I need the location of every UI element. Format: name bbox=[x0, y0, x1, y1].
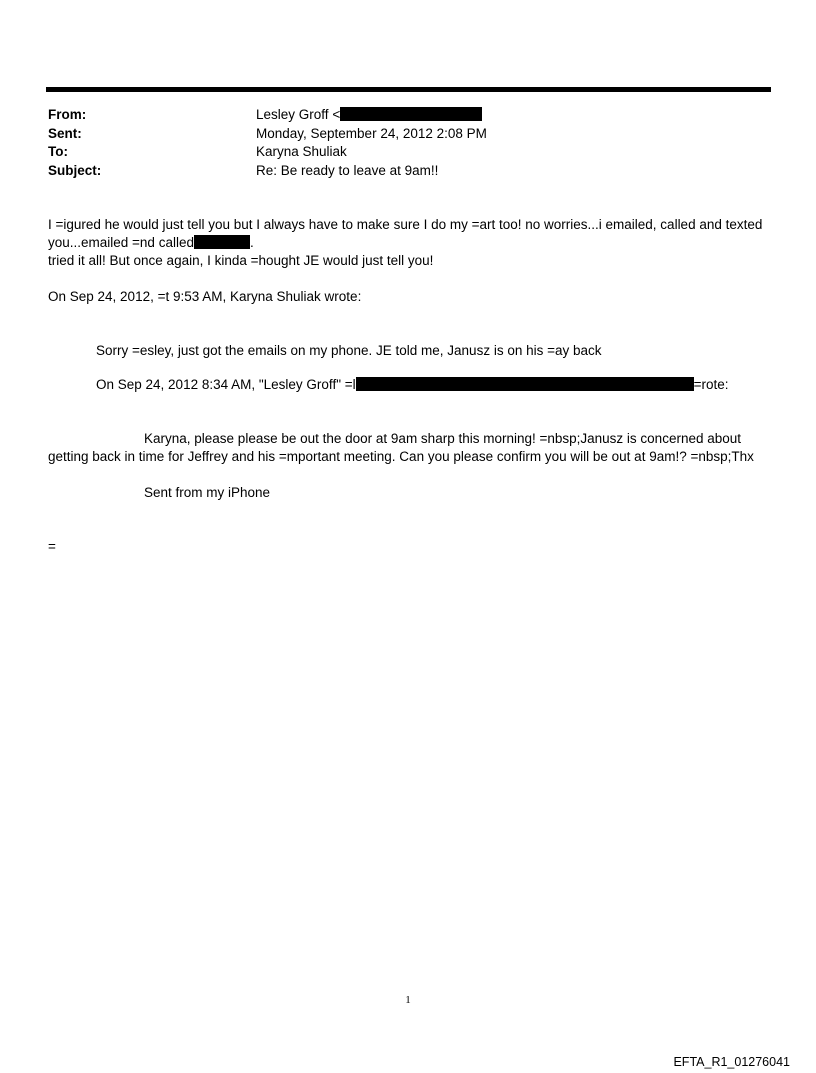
from-label: From: bbox=[48, 107, 87, 122]
from-bracket: < bbox=[332, 107, 341, 122]
from-name: Lesley Groff bbox=[256, 107, 329, 122]
header-rule bbox=[46, 87, 771, 92]
subject-label: Subject: bbox=[48, 162, 102, 178]
body-text: you...emailed =nd called bbox=[48, 235, 194, 250]
body-text: On Sep 24, 2012 8:34 AM, "Lesley Groff" =l bbox=[96, 377, 356, 392]
body-line: = bbox=[48, 539, 56, 554]
quoted-line: getting back in time for Jeffrey and his =mportant meeting. Can you please confirm you will be out at 9am!? =nbsp;Thx bbox=[48, 449, 754, 464]
body-text: =rote: bbox=[693, 377, 729, 392]
body-line bbox=[48, 234, 254, 252]
quoted-line: Sorry =esley, just got the emails on my phone. JE told me, Janusz is on his =ay back bbox=[96, 343, 602, 358]
document-id: EFTA_R1_01276041 bbox=[673, 1055, 790, 1069]
quote-attribution: On Sep 24, 2012, =t 9:53 AM, Karyna Shuliak wrote: bbox=[48, 289, 362, 304]
quote-attribution bbox=[96, 376, 729, 394]
to-label: To: bbox=[48, 144, 68, 159]
body-line: tried it all! But once again, I kinda =hought JE would just tell you! bbox=[48, 253, 434, 268]
redaction-block bbox=[194, 235, 250, 249]
sent-label: Sent: bbox=[48, 125, 82, 141]
body-line: I =igured he would just tell you but I always have to make sure I do my =art too! no worries...i emailed, called and texted bbox=[48, 217, 763, 232]
body-text: . bbox=[249, 235, 254, 250]
to-value: Karyna Shuliak bbox=[256, 144, 347, 159]
signature-line: Sent from my iPhone bbox=[144, 485, 271, 500]
page-number: 1 bbox=[405, 994, 411, 1006]
quoted-line: Karyna, please please be out the door at 9am sharp this morning! =nbsp;Janusz is concerned about bbox=[144, 431, 741, 446]
from-value bbox=[256, 106, 482, 125]
subject-value: Re: Be ready to leave at 9am!! bbox=[256, 162, 439, 178]
sent-value: Monday, September 24, 2012 2:08 PM bbox=[256, 125, 487, 141]
redaction-block bbox=[356, 377, 694, 391]
redaction-block bbox=[340, 107, 482, 121]
